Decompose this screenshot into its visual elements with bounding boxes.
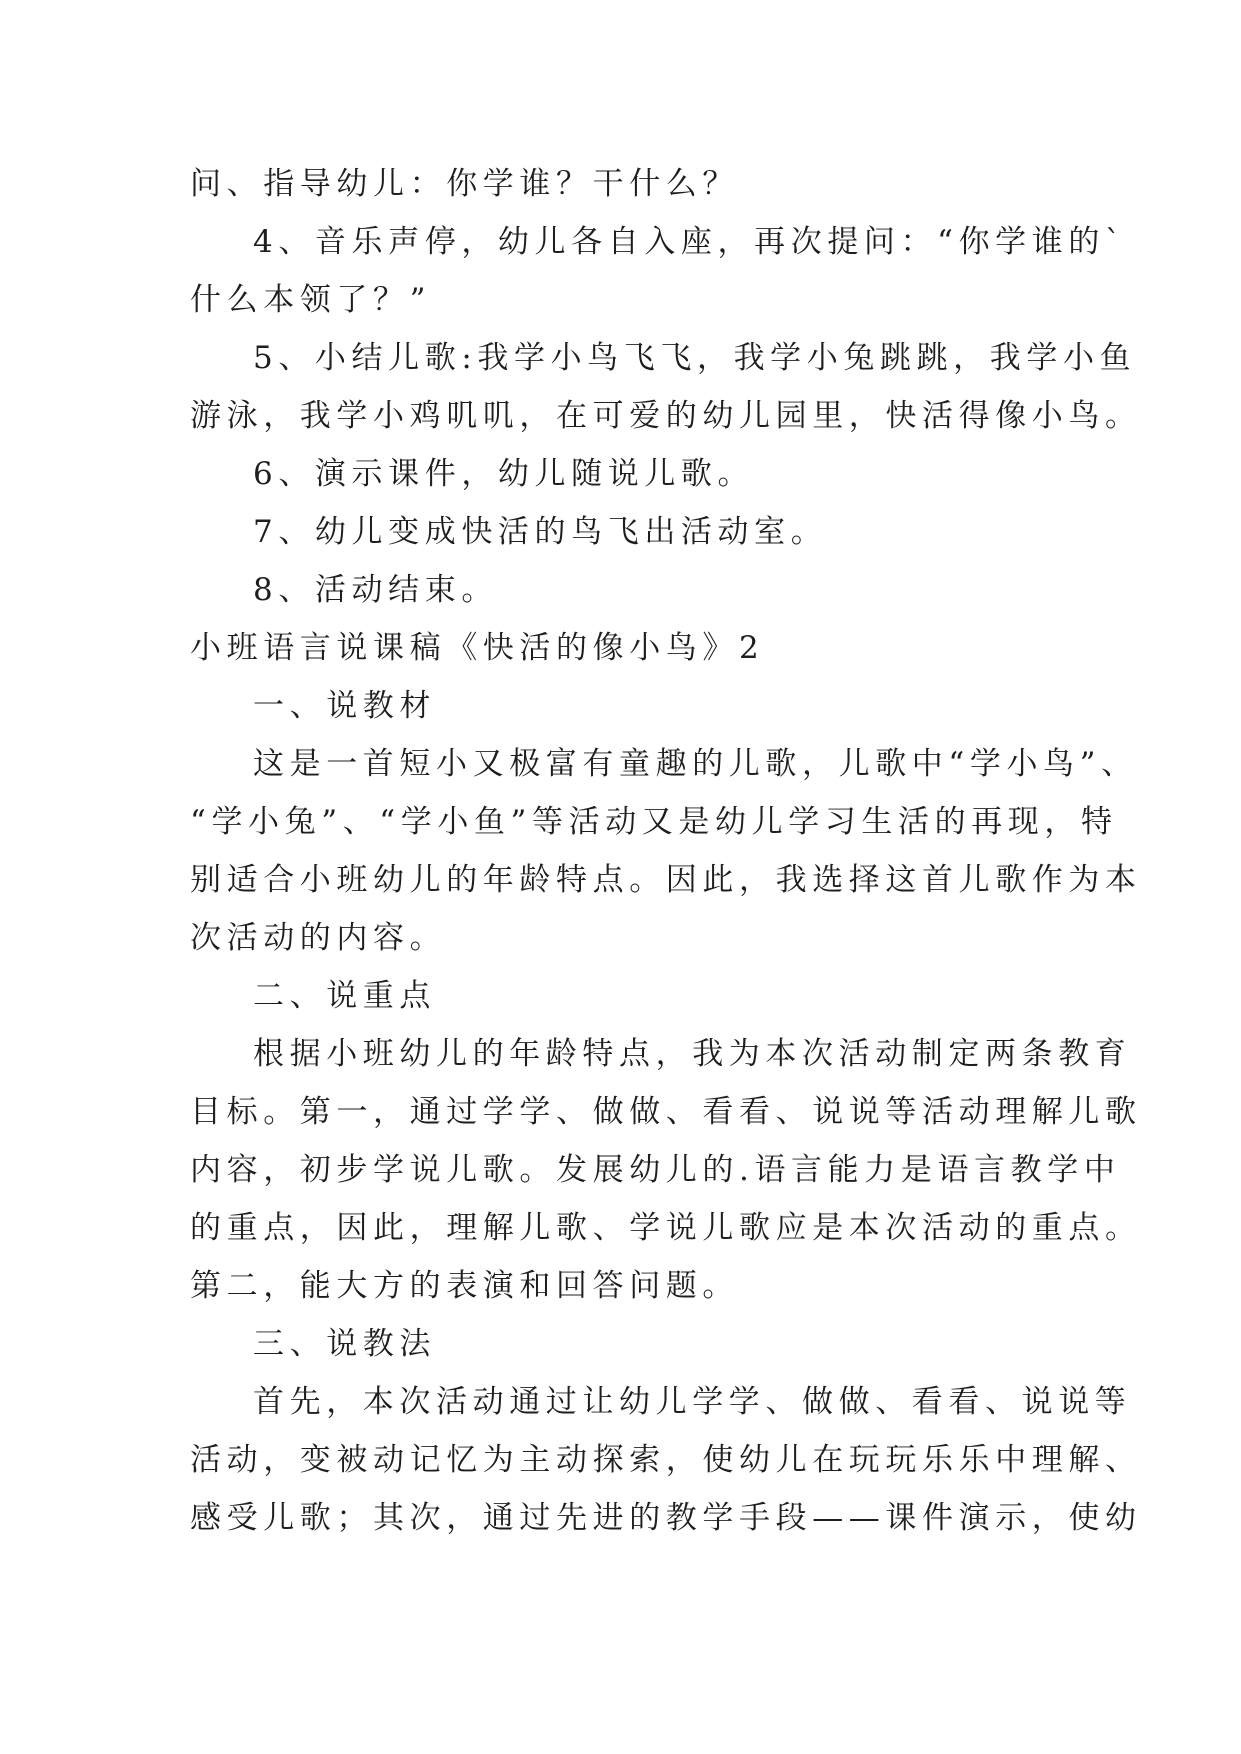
subsection-heading: 一、说教材 — [253, 688, 436, 724]
text-line: 别适合小班幼儿的年龄特点。因此，我选择这首儿歌作为本 — [190, 862, 1142, 898]
text-line: 的重点，因此，理解儿歌、学说儿歌应是本次活动的重点。 — [190, 1210, 1142, 1246]
text-line: 内容，初步学说儿歌。发展幼儿的.语言能力是语言教学中 — [190, 1152, 1121, 1188]
text-line: 7、幼儿变成快活的鸟飞出活动室。 — [253, 514, 828, 550]
text-line: 活动，变被动记忆为主动探索，使幼儿在玩玩乐乐中理解、 — [190, 1442, 1142, 1478]
text-line: 这是一首短小又极富有童趣的儿歌，儿歌中“学小鸟”、 — [253, 746, 1138, 782]
text-line: 感受儿歌；其次，通过先进的教学手段——课件演示，使幼 — [190, 1500, 1142, 1536]
text-line: 根据小班幼儿的年龄特点，我为本次活动制定两条教育 — [253, 1036, 1132, 1072]
subsection-heading: 三、说教法 — [253, 1326, 436, 1362]
text-line: 问、指导幼儿：你学谁？干什么？ — [190, 166, 739, 202]
text-line: 5、小结儿歌:我学小鸟飞飞，我学小兔跳跳，我学小鱼 — [253, 340, 1137, 376]
text-line: 4、音乐声停，幼儿各自入座，再次提问：“你学谁的` — [253, 224, 1127, 260]
subsection-heading: 二、说重点 — [253, 978, 436, 1014]
text-line: “学小兔”、“学小鱼”等活动又是幼儿学习生活的再现，特 — [190, 804, 1118, 840]
text-line: 8、活动结束。 — [253, 572, 498, 608]
section-heading: 小班语言说课稿《快活的像小鸟》2 — [190, 630, 765, 666]
text-line: 什么本领了？” — [190, 282, 432, 318]
text-line: 目标。第一，通过学学、做做、看看、说说等活动理解儿歌 — [190, 1094, 1142, 1130]
text-line: 次活动的内容。 — [190, 920, 447, 956]
text-line: 6、演示课件，幼儿随说儿歌。 — [253, 456, 755, 492]
text-line: 第二，能大方的表演和回答问题。 — [190, 1268, 739, 1304]
text-line: 首先，本次活动通过让幼儿学学、做做、看看、说说等 — [253, 1384, 1132, 1420]
text-line: 游泳，我学小鸡叽叽，在可爱的幼儿园里，快活得像小鸟。 — [190, 398, 1142, 434]
